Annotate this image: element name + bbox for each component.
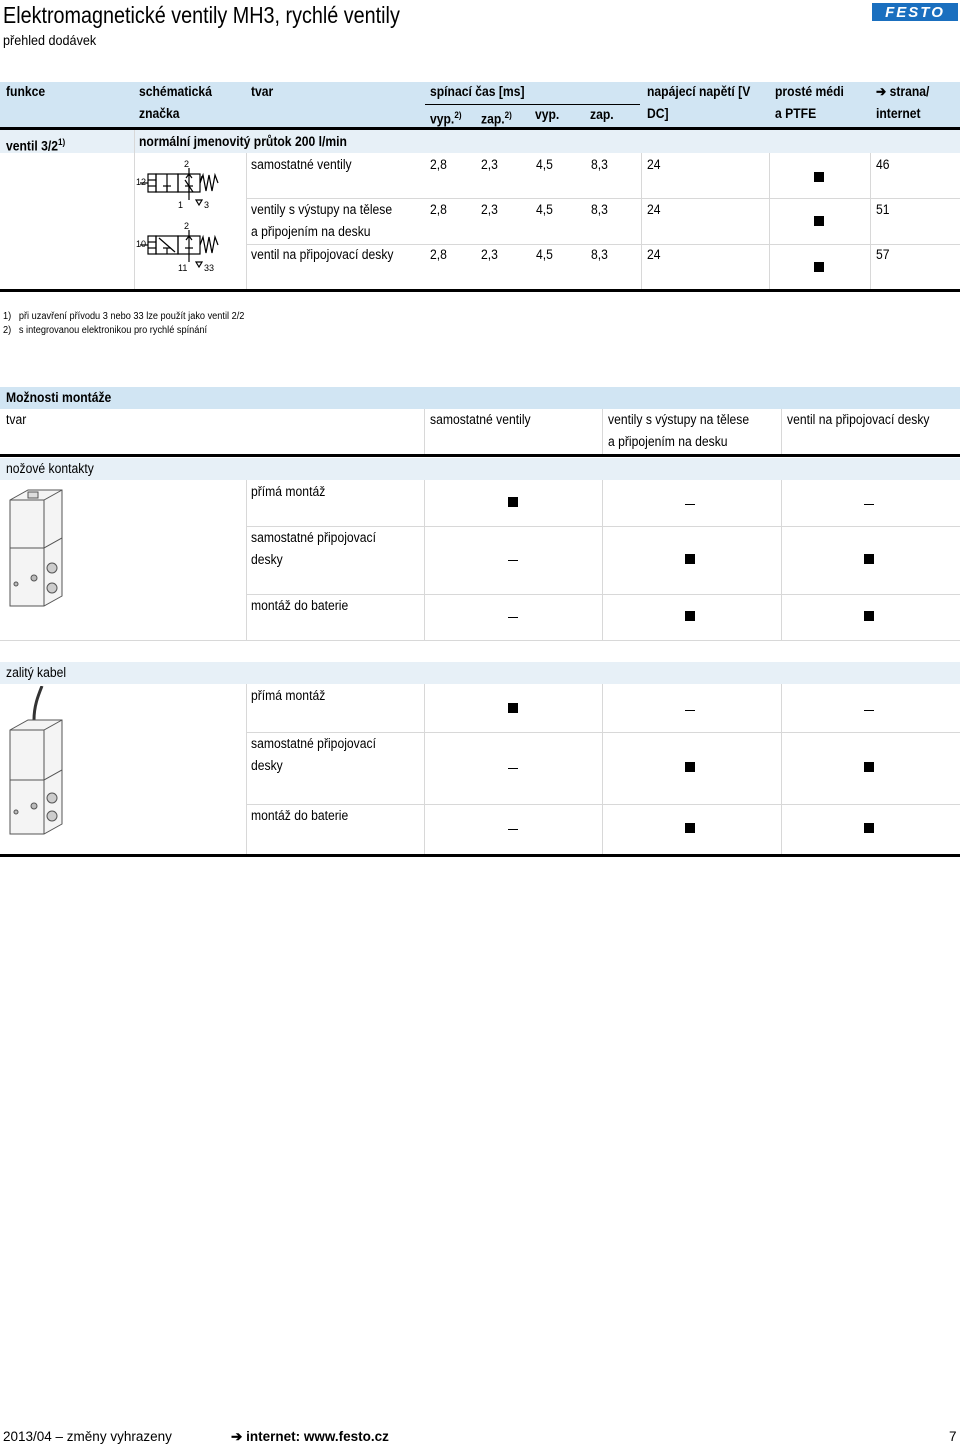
flow-label: normální jmenovitý průtok 200 l/min (139, 134, 347, 149)
col-vyp1: vyp.$^{2)}$ (430, 110, 462, 127)
col-samostatne: samostatné ventily (430, 412, 531, 427)
page-subtitle: přehled dodávek (3, 32, 97, 48)
filled-square-icon (685, 762, 695, 772)
dash-icon (508, 768, 518, 769)
row2-tvar2: a připojením na desku (251, 224, 371, 239)
g1r1-label: přímá montáž (251, 484, 326, 499)
svg-text:1: 1 (178, 200, 184, 210)
divider (424, 409, 425, 454)
divider (602, 684, 603, 854)
dash-icon (508, 617, 518, 618)
dash-icon (685, 710, 695, 711)
festo-logo (872, 3, 958, 21)
col-vystupy-2: a připojením na desku (608, 434, 728, 449)
divider (134, 130, 135, 290)
group-label: ventil 3/2$^{1)}$ (6, 137, 66, 154)
svg-text:2: 2 (184, 159, 190, 169)
g2r1-label: přímá montáž (251, 688, 326, 703)
row3-page: 57 (876, 247, 890, 262)
divider (246, 684, 247, 854)
group-band (0, 458, 960, 480)
group-band (0, 662, 960, 684)
g2r3-label: montáž do baterie (251, 808, 349, 823)
row-divider (0, 640, 960, 641)
table2-title: Možnosti montáže (6, 390, 112, 405)
filled-square-icon (508, 703, 518, 713)
valve-symbol-icon (136, 158, 244, 276)
filled-square-icon (814, 216, 824, 226)
col-strana-1: ➔ strana/ (876, 84, 930, 99)
row1-zap1: 2,3 (481, 157, 498, 172)
g1r2-label2: desky (251, 552, 283, 567)
table2-header-rule (0, 454, 960, 457)
dash-icon (508, 829, 518, 830)
row1-vyp2: 4,5 (536, 157, 553, 172)
filled-square-icon (814, 262, 824, 272)
divider (870, 153, 871, 290)
filled-square-icon (685, 611, 695, 621)
divider (602, 409, 603, 454)
col-zap1: zap.$^{2)}$ (481, 110, 512, 127)
filled-square-icon (864, 611, 874, 621)
dash-icon (685, 504, 695, 505)
row3-zap1: 2,3 (481, 247, 498, 262)
row3-voltage: 24 (647, 247, 661, 262)
filled-square-icon (685, 823, 695, 833)
divider (781, 409, 782, 454)
row1-tvar: samostatné ventily (251, 157, 352, 172)
group2-label: zalitý kabel (6, 665, 67, 680)
table2-bottom-rule (0, 854, 960, 857)
dash-icon (508, 560, 518, 561)
footer-link[interactable]: internet: www.festo.cz (246, 1429, 389, 1444)
arrow-right-icon: ➔ (876, 84, 887, 99)
row1-page: 46 (876, 157, 890, 172)
table2-title-band (0, 387, 960, 409)
col-media-1: prosté médi (775, 84, 844, 99)
g2r2-label2: desky (251, 758, 283, 773)
divider (641, 153, 642, 290)
row3-zap2: 8,3 (591, 247, 608, 262)
col-napajeci-2: DC] (647, 106, 669, 121)
divider (424, 684, 425, 854)
divider (246, 480, 247, 640)
col-strana-2: internet (876, 106, 921, 121)
col-spinaci: spínací čas [ms] (430, 84, 525, 99)
row2-vyp2: 4,5 (536, 202, 553, 217)
dash-icon (864, 710, 874, 711)
divider (781, 480, 782, 640)
g1r2-label: samostatné připojovací (251, 530, 376, 545)
row2-vyp1: 2,8 (430, 202, 447, 217)
svg-text:33: 33 (204, 263, 215, 273)
arrow-right-icon: ➔ (231, 1429, 243, 1444)
page-number: 7 (949, 1429, 957, 1444)
footnote-1: 1) při uzavření přívodu 3 nebo 33 lze použít jako ventil 2/2 (3, 311, 245, 322)
filled-square-icon (864, 554, 874, 564)
row3-vyp1: 2,8 (430, 247, 447, 262)
footnote-2: 2) s integrovanou elektronikou pro rychlé spínání (3, 325, 208, 336)
col-napajeci-1: napájecí napětí [V (647, 84, 751, 99)
row2-voltage: 24 (647, 202, 661, 217)
col-vystupy-1: ventily s výstupy na tělese (608, 412, 750, 427)
filled-square-icon (508, 497, 518, 507)
col-vyp2: vyp. (535, 107, 560, 122)
svg-text:10: 10 (136, 239, 147, 249)
footer-date: 2013/04 – změny vyhrazeny (3, 1429, 172, 1444)
page-title: Elektromagnetické ventily MH3, rychlé ventily (3, 2, 400, 28)
filled-square-icon (685, 554, 695, 564)
col-zap2: zap. (590, 107, 614, 122)
svg-text:2: 2 (184, 221, 190, 231)
divider (602, 480, 603, 640)
row2-page: 51 (876, 202, 890, 217)
valve-cast-cable-image (4, 686, 74, 836)
g1r3-label: montáž do baterie (251, 598, 349, 613)
col-tvar: tvar (251, 84, 274, 99)
row1-zap2: 8,3 (591, 157, 608, 172)
col-tvar: tvar (6, 412, 27, 427)
row2-zap2: 8,3 (591, 202, 608, 217)
svg-text:11: 11 (178, 263, 188, 273)
row2-zap1: 2,3 (481, 202, 498, 217)
footer-internet (231, 1428, 389, 1446)
row3-vyp2: 4,5 (536, 247, 553, 262)
svg-text:12: 12 (136, 177, 147, 187)
row2-tvar: ventily s výstupy na tělese (251, 202, 393, 217)
filled-square-icon (864, 762, 874, 772)
col-pripojovaci: ventil na připojovací desky (787, 412, 930, 427)
valve-blade-contacts-image (4, 486, 70, 620)
dash-icon (864, 504, 874, 505)
group1-label: nožové kontakty (6, 461, 94, 476)
svg-text:3: 3 (204, 200, 210, 210)
divider (246, 153, 247, 290)
row1-voltage: 24 (647, 157, 661, 172)
row1-vyp1: 2,8 (430, 157, 447, 172)
col-media-2: a PTFE (775, 106, 817, 121)
divider (769, 153, 770, 290)
col-funkce: funkce (6, 84, 46, 99)
table1-bottom-rule (0, 289, 960, 292)
filled-square-icon (864, 823, 874, 833)
row3-tvar: ventil na připojovací desky (251, 247, 394, 262)
g2r2-label: samostatné připojovací (251, 736, 376, 751)
divider (424, 480, 425, 640)
logo-text: FESTO (885, 3, 945, 21)
col-schema-2: značka (139, 106, 180, 121)
divider (781, 684, 782, 854)
filled-square-icon (814, 172, 824, 182)
row-divider (246, 804, 960, 805)
col-schema-1: schématická (139, 84, 212, 99)
row-divider (246, 594, 960, 595)
